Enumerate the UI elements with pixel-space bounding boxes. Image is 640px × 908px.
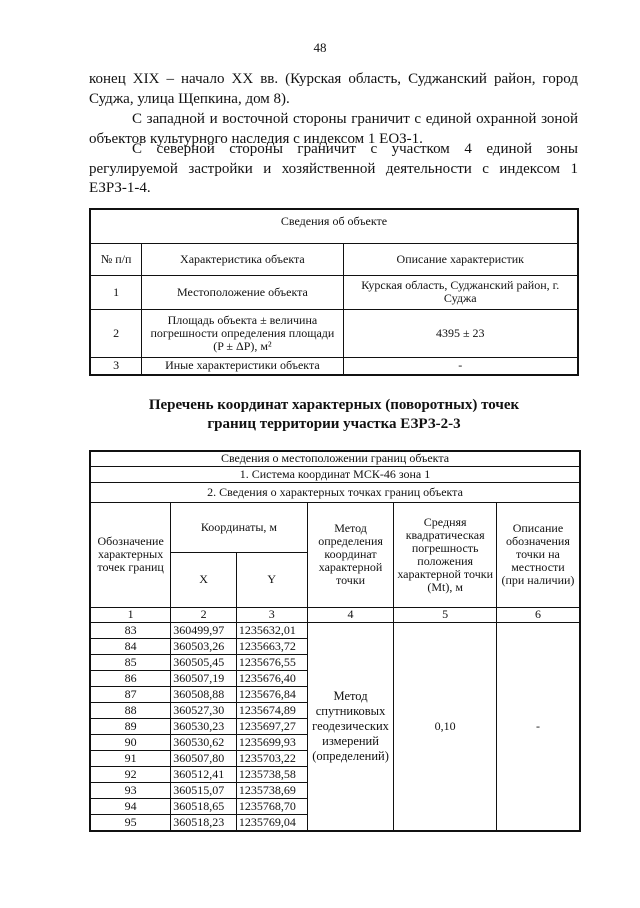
coord-y: 1235768,70 bbox=[236, 798, 307, 814]
col-coords-header: Координаты, м bbox=[171, 502, 307, 552]
coord-y: 1235676,84 bbox=[236, 686, 307, 702]
page-number: 48 bbox=[313, 40, 327, 55]
row-desc: - bbox=[343, 357, 578, 375]
coords-table bbox=[89, 450, 581, 832]
coord-y: 1235738,58 bbox=[236, 766, 307, 782]
coord-x: 360505,45 bbox=[171, 654, 237, 670]
row-num: 2 bbox=[90, 309, 142, 357]
table-row bbox=[90, 309, 578, 357]
point-id: 93 bbox=[90, 782, 171, 798]
row-char: Площадь объекта ± величина погрешности определения площади (P ± ΔP), м² bbox=[142, 309, 343, 357]
coords-header3: 2. Сведения о характерных точках границ объекта bbox=[90, 482, 580, 502]
coord-x: 360530,23 bbox=[171, 718, 237, 734]
col-point-header: Обозначение характерных точек границ bbox=[90, 502, 171, 607]
row-char: Местоположение объекта bbox=[142, 275, 343, 309]
point-id: 91 bbox=[90, 750, 171, 766]
coord-x: 360518,65 bbox=[171, 798, 237, 814]
coord-y: 1235632,01 bbox=[236, 622, 307, 638]
coord-x: 360499,97 bbox=[171, 622, 237, 638]
colnum: 4 bbox=[307, 607, 394, 622]
object-table-header: Сведения об объекте bbox=[90, 209, 578, 243]
coord-x: 360530,62 bbox=[171, 734, 237, 750]
point-id: 88 bbox=[90, 702, 171, 718]
coord-y: 1235676,40 bbox=[236, 670, 307, 686]
point-id: 83 bbox=[90, 622, 171, 638]
paragraph-north-border: С северной стороны граничит с участком 4 единой зоны регулируемой застройки и хозяйственной деятельности с индексом 1 ЕЗРЗ-1-4. bbox=[89, 141, 578, 196]
col-x-header: X bbox=[171, 552, 237, 607]
point-id: 87 bbox=[90, 686, 171, 702]
col-char-header: Характеристика объекта bbox=[142, 243, 343, 275]
coords-header1: Сведения о местоположении границ объекта bbox=[90, 451, 580, 466]
coord-y: 1235674,89 bbox=[236, 702, 307, 718]
col-place-header: Описание обозначения точки на местности (при наличии) bbox=[496, 502, 580, 607]
coord-y: 1235699,93 bbox=[236, 734, 307, 750]
colnum: 1 bbox=[90, 607, 171, 622]
error-cell: 0,10 bbox=[394, 622, 496, 831]
place-cell: - bbox=[496, 622, 580, 831]
coord-y: 1235697,27 bbox=[236, 718, 307, 734]
table-row bbox=[90, 357, 578, 375]
paragraph-location: конец XIX – начало XX вв. (Курская область, Суджанский район, город Суджа, улица Щепкина, дом 8). bbox=[89, 71, 578, 107]
row-num: 3 bbox=[90, 357, 142, 375]
colnum: 5 bbox=[394, 607, 496, 622]
coords-title-line1: Перечень координат характерных (поворотных) точек bbox=[148, 397, 520, 413]
coord-x: 360508,88 bbox=[171, 686, 237, 702]
coord-x: 360518,23 bbox=[171, 814, 237, 831]
coord-x: 360503,26 bbox=[171, 638, 237, 654]
coord-y: 1235676,55 bbox=[236, 654, 307, 670]
point-id: 84 bbox=[90, 638, 171, 654]
colnum: 2 bbox=[171, 607, 237, 622]
point-id: 95 bbox=[90, 814, 171, 831]
coord-y: 1235663,72 bbox=[236, 638, 307, 654]
table-row bbox=[90, 622, 580, 638]
point-id: 92 bbox=[90, 766, 171, 782]
coord-x: 360507,80 bbox=[171, 750, 237, 766]
coord-y: 1235738,69 bbox=[236, 782, 307, 798]
coords-title-line2: границ территории участка ЕЗРЗ-2-3 bbox=[207, 416, 461, 432]
row-desc: Курская область, Суджанский район, г. Суджа bbox=[343, 275, 578, 309]
object-info-table bbox=[89, 208, 579, 376]
col-method-header: Метод определения координат характерной точки bbox=[307, 502, 394, 607]
point-id: 89 bbox=[90, 718, 171, 734]
point-id: 94 bbox=[90, 798, 171, 814]
col-error-header: Средняя квадратическая погрешность положения характерной точки (Mt), м bbox=[394, 502, 496, 607]
coords-header2: 1. Система координат МСК-46 зона 1 bbox=[90, 466, 580, 482]
coord-x: 360512,41 bbox=[171, 766, 237, 782]
col-y-header: Y bbox=[236, 552, 307, 607]
row-num: 1 bbox=[90, 275, 142, 309]
point-id: 86 bbox=[90, 670, 171, 686]
coord-y: 1235769,04 bbox=[236, 814, 307, 831]
coord-x: 360527,30 bbox=[171, 702, 237, 718]
colnum: 3 bbox=[236, 607, 307, 622]
paragraph-west-east-border: С западной и восточной стороны граничит с единой охранной зоной объектов культурного наследия с индексом 1 ЕОЗ-1. bbox=[89, 111, 578, 147]
table-row bbox=[90, 275, 578, 309]
point-id: 90 bbox=[90, 734, 171, 750]
coord-x: 360507,19 bbox=[171, 670, 237, 686]
colnum: 6 bbox=[496, 607, 580, 622]
row-desc: 4395 ± 23 bbox=[343, 309, 578, 357]
coords-title bbox=[89, 396, 579, 434]
coord-x: 360515,07 bbox=[171, 782, 237, 798]
method-cell: Метод спутниковых геодезических измерений (определений) bbox=[307, 622, 394, 831]
col-desc-header: Описание характеристик bbox=[343, 243, 578, 275]
row-char: Иные характеристики объекта bbox=[142, 357, 343, 375]
point-id: 85 bbox=[90, 654, 171, 670]
col-num-header: № п/п bbox=[90, 243, 142, 275]
coord-y: 1235703,22 bbox=[236, 750, 307, 766]
